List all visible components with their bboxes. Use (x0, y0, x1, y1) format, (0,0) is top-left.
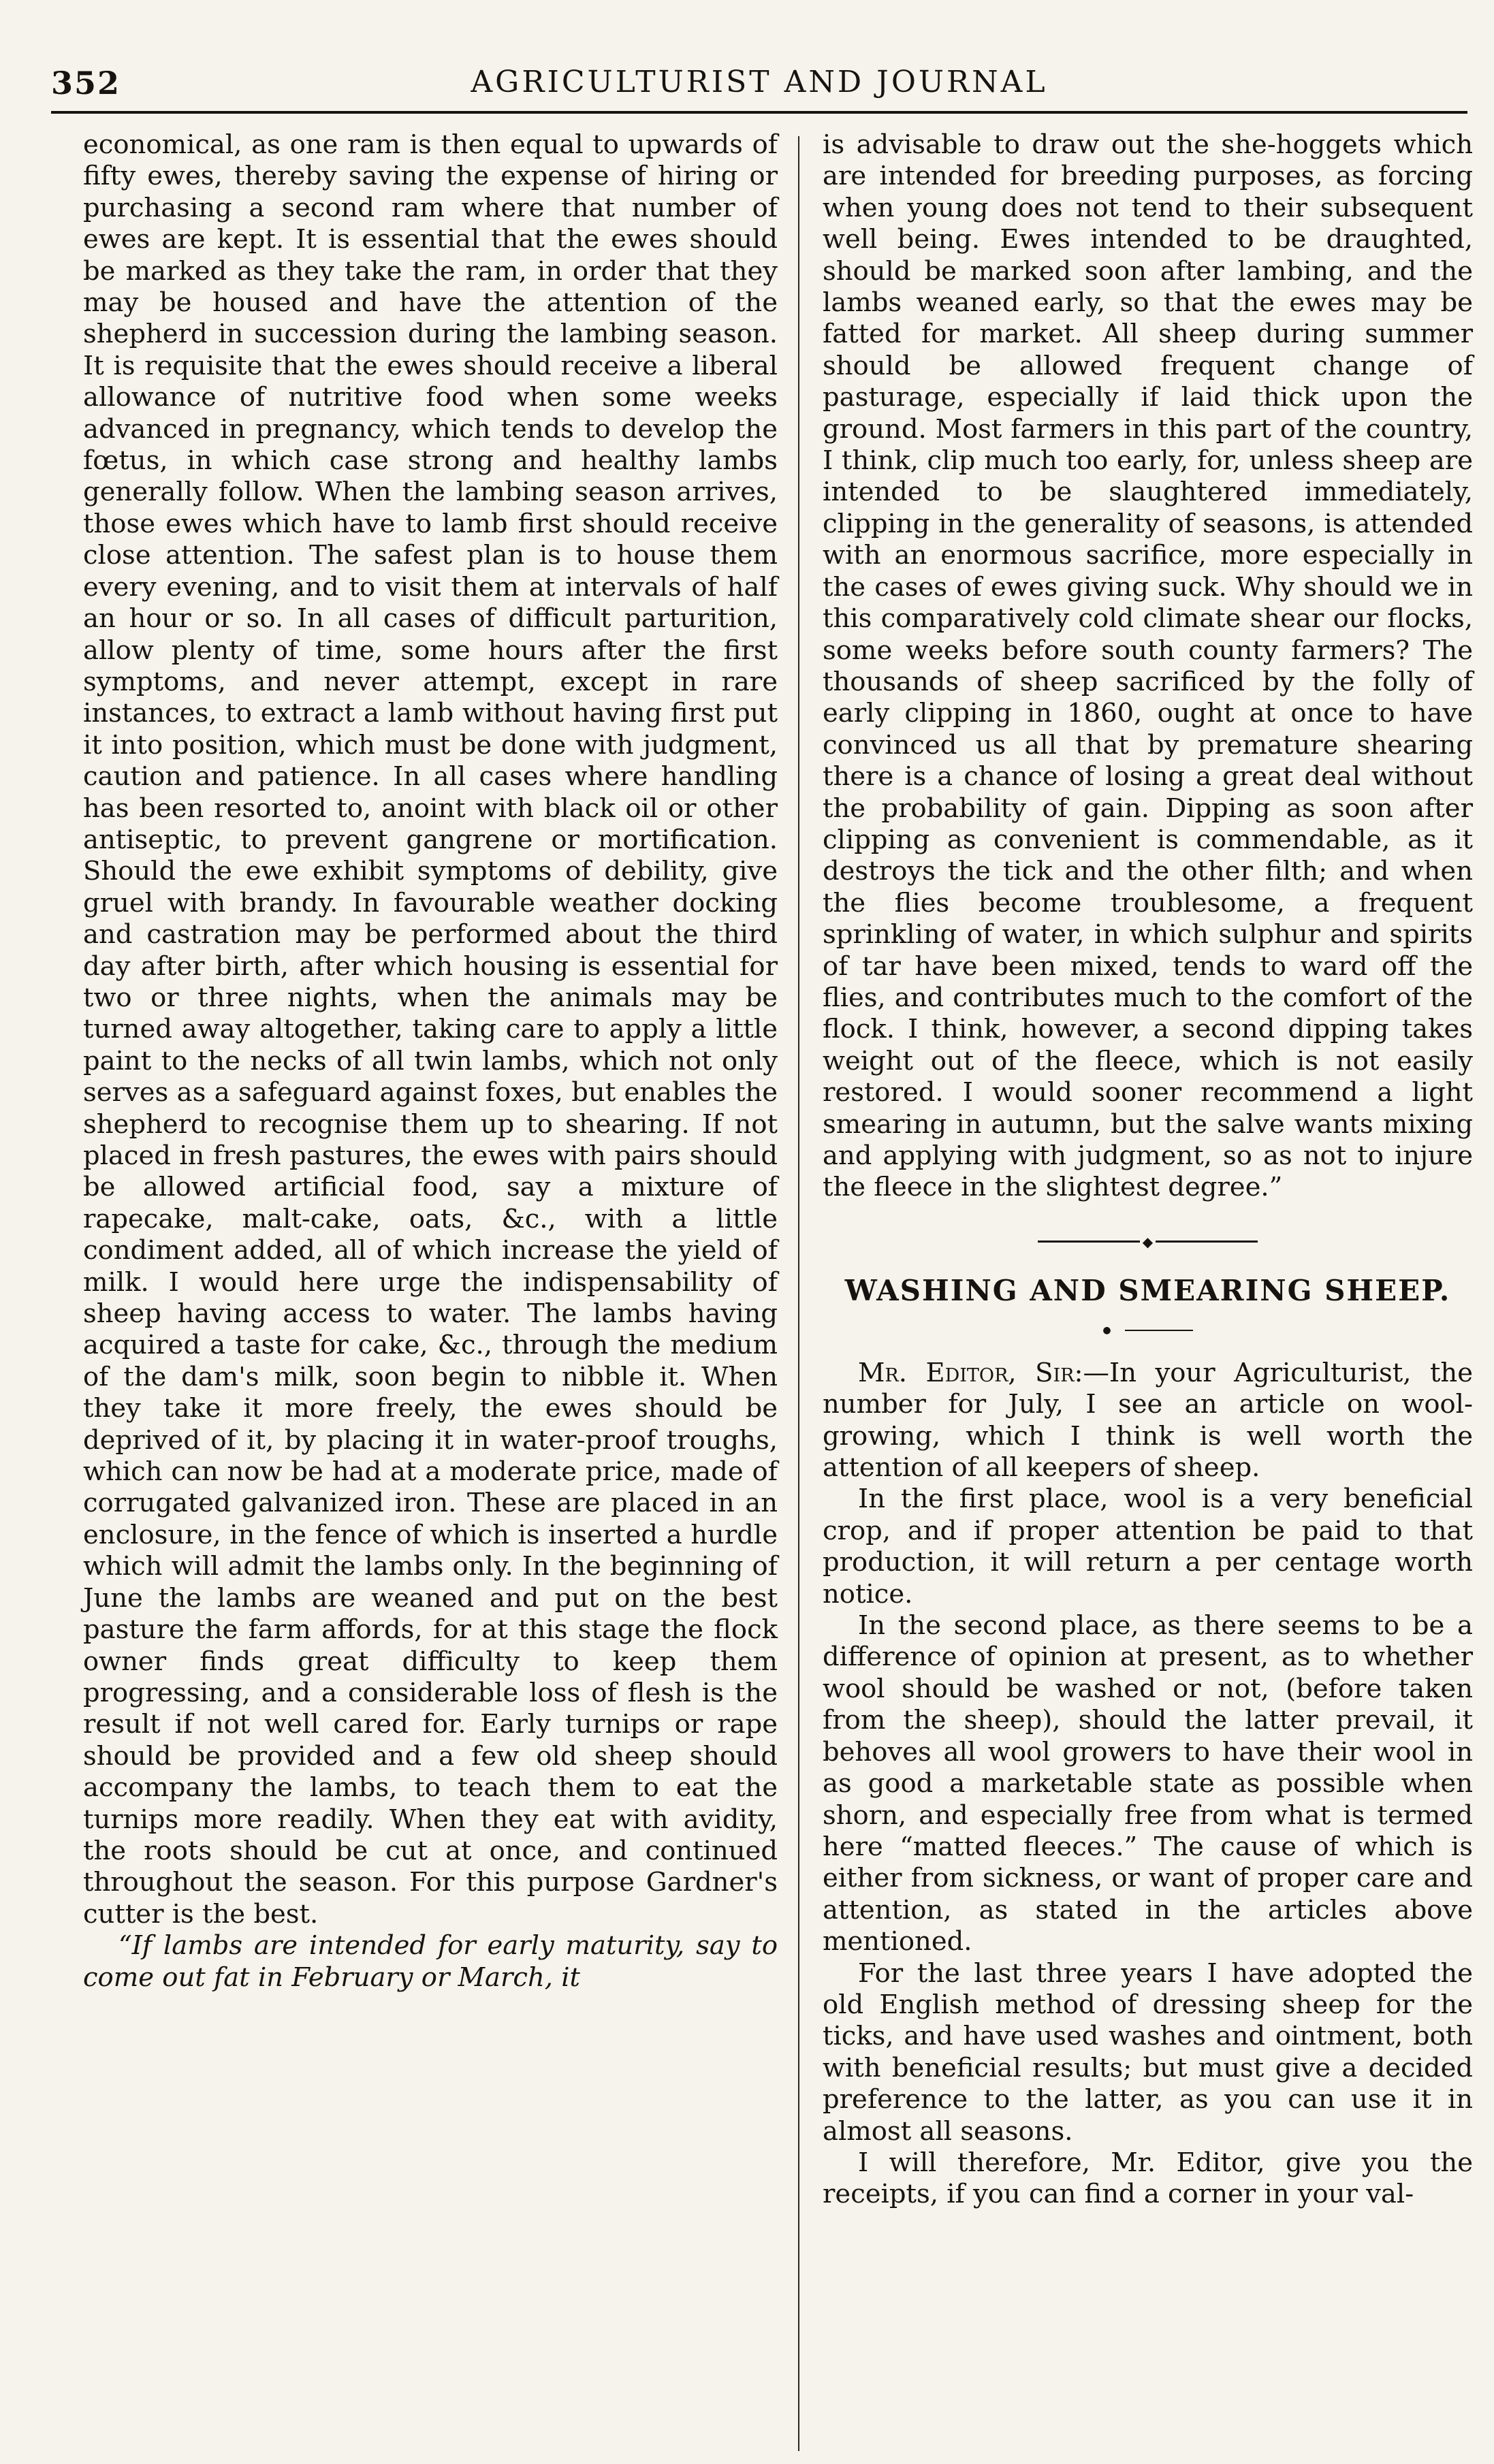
letter-paragraph-4: For the last three years I have adopted the old English method of dressing sheep for the ticks, and have used washes and ointment, both with beneficial results; but must give a decided preference to the latter, as you can use it in almost all seasons. (823, 1957, 1473, 2147)
header-rule (51, 111, 1467, 114)
letter-salutation: Mr. Editor, Sir: (858, 1357, 1083, 1388)
letter-paragraph-1-text: —In your Agriculturist, the number for July, I see an article on wool-growing, which I think is well worth the attention of all keepers of sheep. (823, 1357, 1473, 1484)
journal-title: AGRICULTURIST AND JOURNAL (471, 65, 1048, 99)
left-paragraph-2: “If lambs are intended for early maturity, say to come out fat in February or March, it (83, 1930, 778, 1993)
page-number: 352 (51, 65, 121, 101)
letter-paragraph-3: In the second place, as there seems to be a difference of opinion at present, as to whether wool should be washed or not, (before taken from the sheep), should the latter prevail, it behoves all wool growers to have their wool in as good a marketable state as possible when shorn, and especially free from what is termed here “matted fleeces.” The cause of which is either from sickness, or want of proper care and attention, as stated in the articles above mentioned. (823, 1610, 1473, 1957)
letter-paragraph-2: In the first place, wool is a very beneficial crop, and if proper attention be paid to that production, it will return a per centage worth notice. (823, 1484, 1473, 1610)
title-ornament (823, 1317, 1473, 1344)
section-separator-ornament (823, 1221, 1473, 1262)
separator-line-right (1156, 1241, 1258, 1243)
separator-line-left (1038, 1241, 1140, 1243)
letter-paragraph-1 (823, 1358, 1473, 1484)
separator-diamond-icon: ◆ (1142, 1233, 1154, 1250)
ornament-short-rule (1125, 1330, 1193, 1331)
letter-paragraph-5: I will therefore, Mr. Editor, give you the receipts, if you can find a corner in your val- (823, 2147, 1473, 2210)
right-column (823, 129, 1473, 2211)
running-head (51, 65, 1467, 112)
left-paragraph-1: economical, as one ram is then equal to upwards of fifty ewes, thereby saving the expense of hiring or purchasing a second ram where that number of ewes are kept. It is essential that the ewes should be marked as they take the ram, in order that they may be housed and have the attention of the shepherd in succession during the lambing season. It is requisite that the ewes should receive a liberal allowance of nutritive food when some weeks advanced in pregnancy, which tends to develop the fœtus, in which case strong and healthy lambs generally follow. When the lambing season arrives, those ewes which have to lamb first should receive close attention. The safest plan is to house them every evening, and to visit them at intervals of half an hour or so. In all cases of difficult parturition, allow plenty of time, some hours after the first symptoms, and never attempt, except in rare instances, to extract a lamb without having first put it into position, which must be done with judgment, caution and patience. In all cases where handling has been resorted to, anoint with black oil or other antiseptic, to prevent gangrene or mortification. Should the ewe exhibit symptoms of debility, give gruel with brandy. In favourable weather docking and castration may be performed about the third day after birth, after which housing is essential for two or three nights, when the animals may be turned away altogether, taking care to apply a little paint to the necks of all twin lambs, which not only serves as a safeguard against foxes, but enables the shepherd to recognise them up to shearing. If not placed in fresh pastures, the ewes with pairs should be allowed artificial food, say a mixture of rapecake, malt-cake, oats, &c., with a little condiment added, all of which increase the yield of milk. I would here urge the indispensability of sheep having access to water. The lambs having acquired a taste for cake, &c., through the medium of the dam's milk, soon begin to nibble it. When they take it more freely, the ewes should be deprived of it, by placing it in water-proof troughs, which can now be had at a moderate price, made of corrugated galvanized iron. These are placed in an enclosure, in the fence of which is inserted a hurdle which will admit the lambs only. In the beginning of June the lambs are weaned and put on the best pasture the farm affords, for at this stage the flock owner finds great difficulty to keep them progressing, and a considerable loss of flesh is the result if not well cared for. Early turnips or rape should be provided and a few old sheep should accompany the lambs, to teach them to eat the turnips more readily. When they eat with avidity, the roots should be cut at once, and continued throughout the season. For this purpose Gardner's cutter is the best. (83, 129, 778, 1930)
right-paragraph-1: is advisable to draw out the she-hoggets which are intended for breeding purposes, as forcing when young does not tend to their subsequent well being. Ewes intended to be draughted, should be marked soon after lambing, and the lambs weaned early, so that the ewes may be fatted for market. All sheep during summer should be allowed frequent change of pasturage, especially if laid thick upon the ground. Most farmers in this part of the country, I think, clip much too early, for, unless sheep are intended to be slaughtered immediately, clipping in the generality of seasons, is attended with an enormous sacrifice, more especially in the cases of ewes giving suck. Why should we in this comparatively cold climate shear our flocks, some weeks before south county farmers? The thousands of sheep sacrificed by the folly of early clipping in 1860, ought at once to have convinced us all that by premature shearing there is a chance of losing a great deal without the probability of gain. Dipping as soon after clipping as convenient is commendable, as it destroys the tick and the other filth; and when the flies become troublesome, a frequent sprinkling of water, in which sulphur and spirits of tar have been mixed, tends to ward off the flies, and contributes much to the comfort of the flock. I think, however, a second dipping takes weight out of the fleece, which is not easily restored. I would sooner recommend a light smearing in autumn, but the salve wants mixing and applying with judgment, so as not to injure the fleece in the slightest degree.” (823, 129, 1473, 1203)
section-title: WASHING AND SMEARING SHEEP. (844, 1273, 1451, 1307)
left-column (83, 129, 778, 1994)
column-divider (798, 136, 799, 2451)
ornament-dot-icon: ● (1102, 1324, 1111, 1336)
